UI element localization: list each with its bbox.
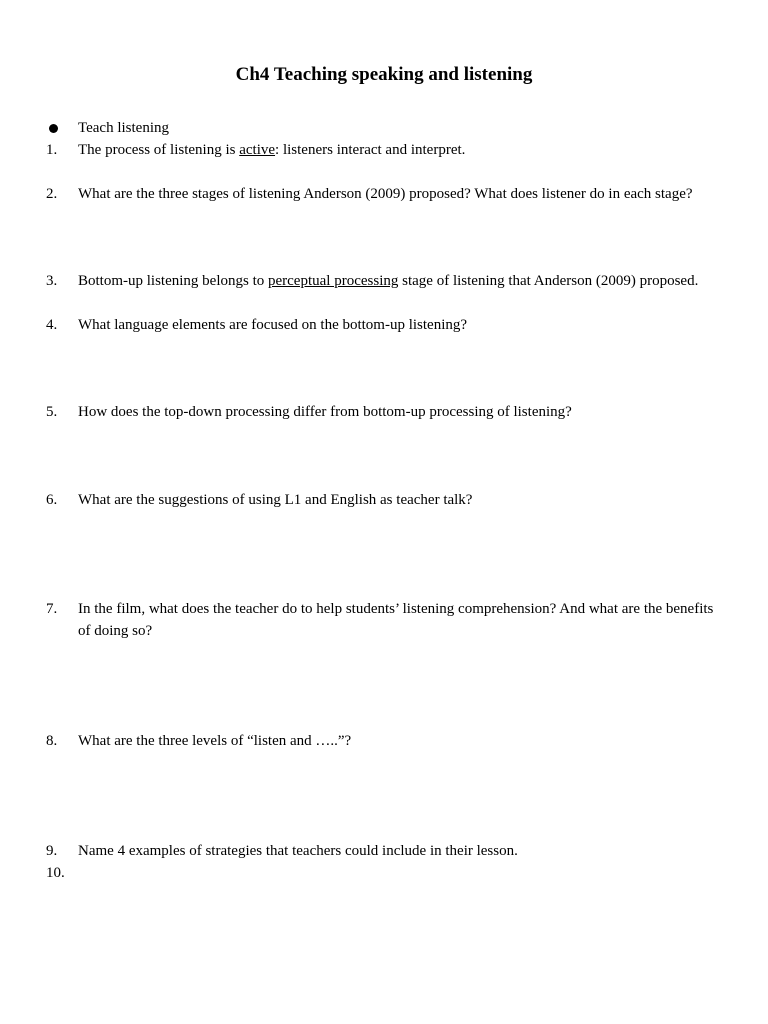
question-text-before: Bottom-up listening belongs to [78, 273, 268, 289]
underlined-answer: active [239, 142, 276, 158]
question-number: 7. [46, 601, 58, 617]
question-number: 9. [46, 843, 58, 859]
filled-circle-bullet-icon [49, 124, 58, 133]
question-text [78, 270, 698, 292]
question-text: What are the suggestions of using L1 and English as teacher talk? [78, 492, 473, 508]
question-text-after: : listeners interact and interpret. [275, 142, 466, 158]
question-number: 6. [46, 492, 58, 508]
question-text: In the film, what does the teacher do to help students’ listening comprehension? And what are the benefits of doing so? [78, 601, 714, 639]
document-title: Ch4 Teaching speaking and listening [235, 64, 533, 85]
underlined-answer: perceptual processing [268, 273, 399, 289]
bullet-item-text: Teach listening [78, 120, 170, 136]
question-number: 1. [46, 142, 58, 158]
question-number: 5. [46, 404, 58, 420]
question-text [78, 139, 465, 161]
question-number: 3. [46, 273, 58, 289]
question-number: 10. [46, 865, 65, 881]
question-text-before: The process of listening is [78, 142, 240, 158]
question-text: Name 4 examples of strategies that teachers could include in their lesson. [78, 843, 518, 859]
question-text: What are the three stages of listening Anderson (2009) proposed? What does listener do in each stage? [78, 186, 693, 202]
question-text: How does the top-down processing differ from bottom-up processing of listening? [78, 404, 572, 420]
question-number: 2. [46, 186, 58, 202]
question-text: What language elements are focused on the bottom-up listening? [78, 317, 468, 333]
question-number: 4. [46, 317, 58, 333]
question-number: 8. [46, 733, 58, 749]
question-text: What are the three levels of “listen and …..”? [78, 733, 352, 749]
question-text-after: stage of listening that Anderson (2009) proposed. [398, 273, 699, 289]
